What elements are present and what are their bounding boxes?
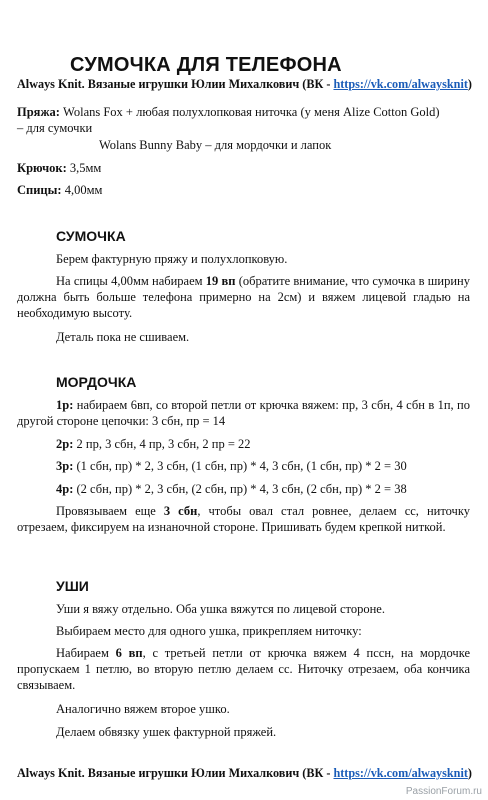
watermark: PassionForum.ru [405, 786, 482, 797]
needles-line [17, 182, 102, 198]
header-credit [17, 77, 472, 92]
page-title: СУМОЧКА ДЛЯ ТЕЛЕФОНА [70, 54, 342, 76]
footer-text: Always Knit. Вязаные игрушки Юлии Михалкович (ВК - [17, 766, 334, 780]
section-heading-muzzle: МОРДОЧКА [56, 374, 137, 390]
ears-paragraph-4: Аналогично вяжем второе ушко. [56, 702, 230, 716]
footer-link[interactable]: https://vk.com/alwaysknit [333, 766, 468, 780]
ears-paragraph-3: Набираем 6 вп, с третьей петли от крючка вяжем 4 пссн, на мордочке пропускаем 1 петлю, во вторую петлю делаем сс. Ниточку отрезаем, оба кончика связываем. [17, 646, 471, 692]
footer-credit [17, 766, 472, 781]
ears-stitch-count: 6 вп [115, 646, 143, 660]
credit-close: ) [467, 77, 472, 91]
muzzle-row-2: 2р: 2 пр, 3 сбн, 4 пр, 3 сбн, 2 пр = 22 [56, 437, 251, 451]
bag-paragraph-3: Деталь пока не сшиваем. [56, 330, 190, 344]
yarn-value: Wolans Fox + любая полухлопковая ниточка (у меня Alize Cotton Gold) [59, 105, 440, 119]
yarn-line-2: – для сумочки [17, 121, 93, 135]
row-label: 2р: [56, 437, 74, 451]
bag-paragraph-2: На спицы 4,00мм набираем 19 вп (обратите внимание, что сумочка в ширину должна быть больше телефона примерно на 2см) и вяжем лицевой гладью на необходимую высоту. [17, 274, 471, 320]
row-label: 3р: [56, 459, 74, 473]
section-heading-bag: СУМОЧКА [56, 228, 126, 244]
bag-paragraph-1: Берем фактурную пряжу и полухлопковую. [56, 252, 288, 266]
muzzle-row-3: 3р: (1 сбн, пр) * 2, 3 сбн, (1 сбн, пр) * 4, 3 сбн, (1 сбн, пр) * 2 = 30 [56, 459, 407, 473]
credit-text: Always Knit. Вязаные игрушки Юлии Михалкович (ВК - [17, 77, 334, 91]
needles-value: 4,00мм [61, 183, 103, 197]
bag-stitch-count: 19 вп [205, 274, 236, 288]
credit-link[interactable]: https://vk.com/alwaysknit [333, 77, 468, 91]
muzzle-row-1: 1р: набираем 6вп, со второй петли от крючка вяжем: пр, 3 сбн, 4 сбн в 1п, по другой стороне цепочки: 3 сбн, пр = 14 [17, 398, 470, 428]
ears-paragraph-2: Выбираем место для одного ушка, прикрепляем ниточку: [56, 624, 362, 638]
row-label: 4р: [56, 482, 74, 496]
section-heading-ears: УШИ [56, 578, 89, 594]
muzzle-paragraph-finish: Провязываем еще 3 сбн, чтобы овал стал ровнее, делаем сс, ниточку отрезаем, фиксируем на изнаночной стороне. Пришивать будем крепкой ниткой. [17, 504, 470, 534]
hook-value: 3,5мм [66, 161, 102, 175]
hook-label: Крючок: [17, 161, 67, 175]
hook-line [17, 160, 101, 176]
muzzle-row-4: 4р: (2 сбн, пр) * 2, 3 сбн, (2 сбн, пр) * 4, 3 сбн, (2 сбн, пр) * 2 = 38 [56, 482, 407, 496]
yarn-line-1 [17, 104, 440, 120]
row-label: 1р: [56, 398, 74, 412]
footer-close: ) [467, 766, 472, 780]
muzzle-extra-stitches: 3 сбн [163, 504, 198, 518]
ears-paragraph-5: Делаем обвязку ушек фактурной пряжей. [56, 725, 277, 739]
needles-label: Спицы: [17, 183, 62, 197]
yarn-label: Пряжа: [17, 105, 60, 119]
ears-paragraph-1: Уши я вяжу отдельно. Оба ушка вяжутся по лицевой стороне. [56, 602, 385, 616]
yarn-line-3: Wolans Bunny Baby – для мордочки и лапок [99, 138, 332, 152]
